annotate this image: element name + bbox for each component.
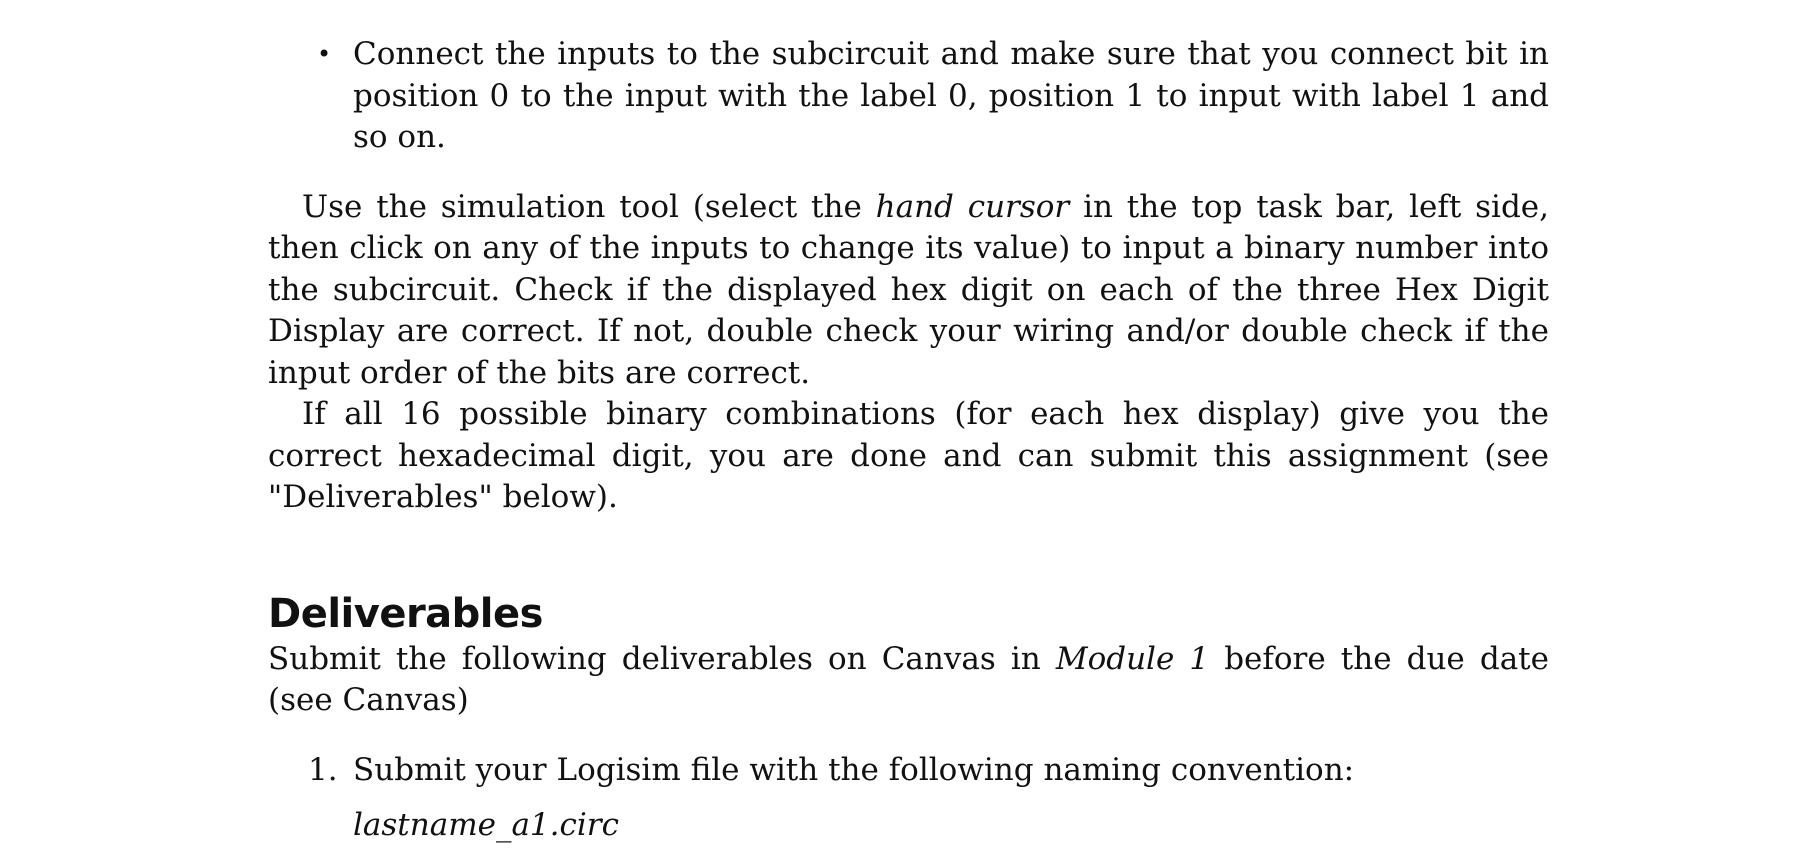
deliverable-item (268, 750, 1549, 792)
simulation-paragraph-text-before: Use the simulation tool (select the (302, 188, 876, 225)
hand-cursor-emphasis: hand cursor (875, 188, 1070, 225)
bullet-marker: • (317, 40, 332, 68)
module-emphasis: Module 1 (1055, 640, 1210, 677)
deliverables-intro (268, 639, 1549, 722)
filename-convention: lastname_a1.circ (353, 807, 619, 843)
combinations-paragraph (268, 394, 1549, 519)
deliverables-intro-after: before the due date (see Canvas) (268, 640, 1549, 718)
combinations-paragraph-text: If all 16 possible binary combinations (for each hex display) give you the correct hexadecimal digit, you are done and can submit this assignment (see "Deliverables" below). (268, 396, 1549, 515)
document-content (268, 34, 1549, 847)
deliverable-text: Submit your Logisim file with the following naming convention: (353, 751, 1355, 788)
bullet-text: Connect the inputs to the subcircuit and make sure that you connect bit in position 0 to the input with the label 0, position 1 to input with label 1 and so on. (353, 36, 1549, 155)
instruction-bullet-list (268, 34, 1549, 159)
simulation-paragraph-text-after: in the top task bar, left side, then click on any of the inputs to change its value) to input a binary number into the subcircuit. Check if the displayed hex digit on each of the three Hex Digit Display are correct. If not, double check your wiring and/or double check if the input order of the bits are correct. (268, 188, 1549, 391)
deliverables-intro-before: Submit the following deliverables on Canvas in (268, 640, 1056, 677)
bullet-item (268, 34, 1549, 159)
deliverable-number: 1. (308, 751, 338, 788)
deliverables-list (268, 750, 1549, 792)
deliverables-heading: Deliverables (268, 590, 543, 637)
simulation-paragraph (268, 187, 1549, 395)
